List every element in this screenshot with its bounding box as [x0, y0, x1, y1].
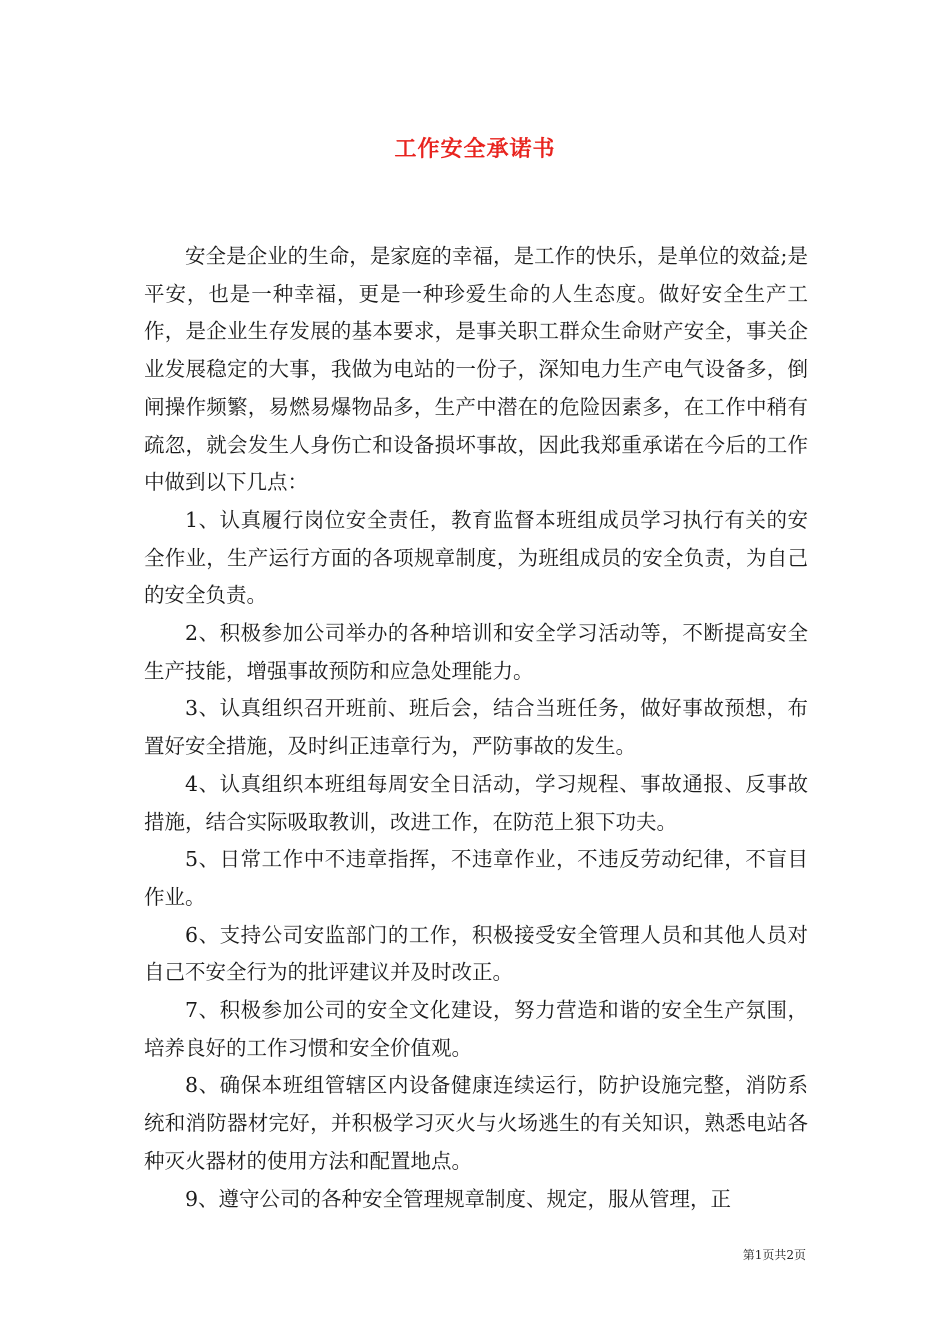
- commitment-item-9: 9、遵守公司的各种安全管理规章制度、规定，服从管理，正: [185, 1186, 732, 1211]
- commitment-item-1: 1、认真履行岗位安全责任，教育监督本班组成员学习执行有关的安全作业，生产运行方面的各项规章制度，为班组成员的安全负责，为自己的安全负责。: [144, 507, 808, 608]
- commitment-item-3: 3、认真组织召开班前、班后会，结合当班任务，做好事故预想，布置好安全措施，及时纠正违章行为，严防事故的发生。: [144, 696, 808, 759]
- document-title: 工作安全承诺书: [394, 136, 556, 162]
- commitment-item-8: 8、确保本班组管辖区内设备健康连续运行，防护设施完整，消防系统和消防器材完好，并积极学习灭火与火场逃生的有关知识，熟悉电站各种灭火器材的使用方法和配置地点。: [144, 1073, 808, 1173]
- commitment-item-2: 2、积极参加公司举办的各种培训和安全学习活动等，不断提高安全生产技能，增强事故预防和应急处理能力。: [144, 621, 808, 683]
- document-body: [144, 238, 808, 1218]
- commitment-item-7: 7、积极参加公司的安全文化建设，努力营造和谐的安全生产氛围，培养良好的工作习惯和安全价值观。: [144, 998, 808, 1060]
- intro-paragraph: 安全是企业的生命，是家庭的幸福，是工作的快乐，是单位的效益;是平安，也是一种幸福，更是一种珍爱生命的人生态度。做好安全生产工作，是企业生存发展的基本要求，是事关职工群众生命财产安全，事关企业发展稳定的大事，我做为电站的一份子，深知电力生产电气设备多，倒闸操作频繁，易燃易爆物品多，生产中潜在的危险因素多，在工作中稍有疏忽，就会发生人身伤亡和设备损坏事故，因此我郑重承诺在今后的工作中做到以下几点：: [144, 244, 808, 495]
- commitment-item-6: 6、支持公司安监部门的工作，积极接受安全管理人员和其他人员对自己不安全行为的批评建议并及时改正。: [144, 922, 808, 985]
- page-number: 第1页共2页: [742, 1248, 806, 1262]
- commitment-item-5: 5、日常工作中不违章指挥，不违章作业，不违反劳动纪律，不盲目作业。: [144, 847, 808, 909]
- commitment-item-4: 4、认真组织本班组每周安全日活动，学习规程、事故通报、反事故措施，结合实际吸取教训，改进工作，在防范上狠下功夫。: [144, 771, 808, 834]
